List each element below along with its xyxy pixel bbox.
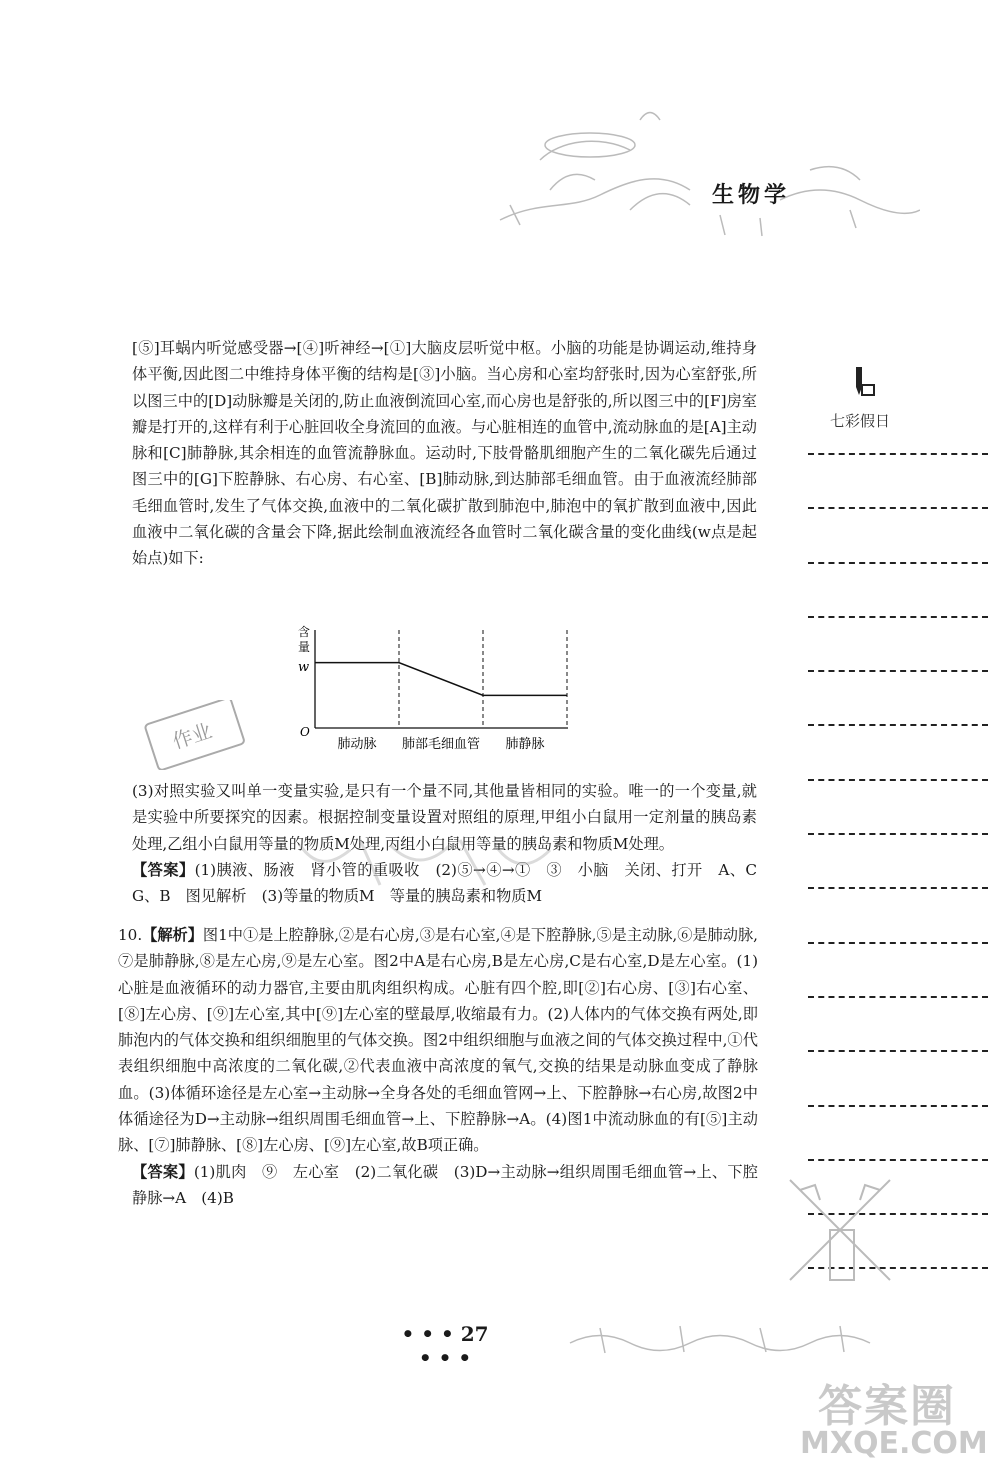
stamp-text: 作业	[169, 718, 215, 754]
note-line	[808, 1105, 988, 1107]
windmill-icon	[770, 1170, 910, 1290]
x-tick-label: 肺部毛细血管	[401, 737, 481, 752]
y-axis-label-2: 量	[298, 640, 311, 654]
pen-icon	[848, 365, 878, 405]
bottom-decoration	[560, 1318, 920, 1358]
q10-answer: (1)肌肉 ⑨ 左心室 (2)二氧化碳 (3)D→主动脉→组织周围毛细血管→上、下腔静脉→A (4)B	[132, 1162, 758, 1207]
subject-title: 生物学	[712, 183, 791, 208]
q10-analysis: 图1中①是上腔静脉,②是右心房,③是右心室,④是下腔静脉,⑤是主动脉,⑥是肺动脉,⑦是肺静脉,⑧是左心房,⑨是左心室。图2中A是右心房,B是左心房,C是右心室,D是左心室。(1)心脏是血液循环的动力器官,主要由肌肉组织构成。心脏有四个腔,即[②]右心房、[③]右心室、[⑧]左心房、[⑨]左心室,其中[⑨]左心室的壁最厚,收缩最有力。(2)人体内的气体交换有两处,即肺泡内的气体交换和组织细胞里的气体交换。图2中组织细胞与血液之间的气体交换过程中,①代表组织细胞中高浓度的二氧化碳,②代表血液中高浓度的氧气,交换的结果是动脉血变成了静脉血。(3)体循环途径是左心室→主动脉→全身各处的毛细血管网→上、下腔静脉→右心房,故图2中体循途径为D→主动脉→组织周围毛细血管→上、下腔静脉→A。(4)图1中流动脉血的有[⑤]主动脉、[⑦]肺静脉、[⑧]左心房、[⑨]左心室,故B项正确。	[118, 926, 758, 1155]
y-start-label: w	[298, 660, 310, 675]
site-watermark-url: MXQE.COM	[800, 1426, 988, 1461]
note-line	[808, 1050, 988, 1052]
note-line	[808, 724, 988, 726]
note-line	[808, 507, 988, 509]
page-number: • • • 27 • • •	[401, 1322, 489, 1370]
co2-curve	[315, 663, 567, 696]
y-axis-label-1: 含	[298, 625, 311, 639]
note-line	[808, 833, 988, 835]
note-line	[808, 887, 988, 889]
q10-answer-paragraph	[118, 1159, 758, 1212]
note-line	[808, 453, 988, 455]
co2-content-chart	[288, 620, 588, 760]
explanation-paragraph: [⑤]耳蜗内听觉感受器→[④]听神经→[①]大脑皮层听觉中枢。小脑的功能是协调运动,维持身体平衡,因此图二中维持身体平衡的结构是[③]小脑。当心房和心室均舒张时,因为心室舒张,所以图三中的[D]动脉瓣是关闭的,防止血液倒流回心室,而心房也是舒张的,所以图三中的[F]房室瓣是打开的,这样有利于心脏回收全身流回的血液。与心脏相连的血管中,流动脉血的是[A]主动脉和[C]肺静脉,其余相连的血管流静脉血。运动时,下肢骨骼肌细胞产生的二氧化碳先后通过图三中的[G]下腔静脉、右心房、右心室、[B]肺动脉,到达肺部毛细血管。由于血液流经肺部毛细血管时,发生了气体交换,血液中的二氧化碳扩散到肺泡中,肺泡中的氧扩散到血液中,因此血液中二氧化碳的含量会下降,据此绘制血液流经各血管时二氧化碳含量的变化曲线(w点是起始点)如下:	[132, 339, 757, 568]
q10-paragraph	[118, 922, 758, 1159]
answer-label: 【答案】	[132, 860, 195, 879]
stamp-watermark	[140, 700, 250, 770]
answer-text: (1)胰液、肠液 肾小管的重吸收 (2)⑤→④→① ③ 小脑 关闭、打开 A、C G、B 图见解析 (3)等量的物质M 等量的胰岛素和物质M	[132, 860, 773, 906]
note-line	[808, 996, 988, 998]
header-decoration	[480, 100, 920, 240]
note-line	[808, 670, 988, 672]
main-content	[132, 335, 757, 572]
note-line	[808, 616, 988, 618]
q10-answer-label: 【答案】	[132, 1162, 194, 1181]
question-10	[118, 922, 758, 1211]
q10-analysis-label: 【解析】	[142, 926, 203, 944]
q10-number: 10.	[118, 926, 143, 944]
experiment-paragraph: (3)对照实验又叫单一变量实验,是只有一个量不同,其他量皆相同的实验。唯一的一个变量,就是实验中所要探究的因素。根据控制变量设置对照组的原理,甲组小白鼠用一定剂量的胰岛素处理,乙组小白鼠用等量的物质M处理,丙组小白鼠用等量的胰岛素和物质M处理。	[132, 782, 757, 853]
note-line	[808, 562, 988, 564]
origin-label: O	[300, 725, 310, 739]
page-number-value: 27	[460, 1322, 489, 1346]
x-tick-label: 肺动脉	[337, 737, 377, 752]
note-line	[808, 942, 988, 944]
faint-watermark	[290, 825, 560, 895]
note-line	[808, 1159, 988, 1161]
x-tick-label: 肺静脉	[505, 737, 545, 752]
note-line	[808, 779, 988, 781]
sidebar-label: 七彩假日	[830, 412, 891, 430]
site-watermark-logo: 答案圈	[818, 1381, 956, 1432]
